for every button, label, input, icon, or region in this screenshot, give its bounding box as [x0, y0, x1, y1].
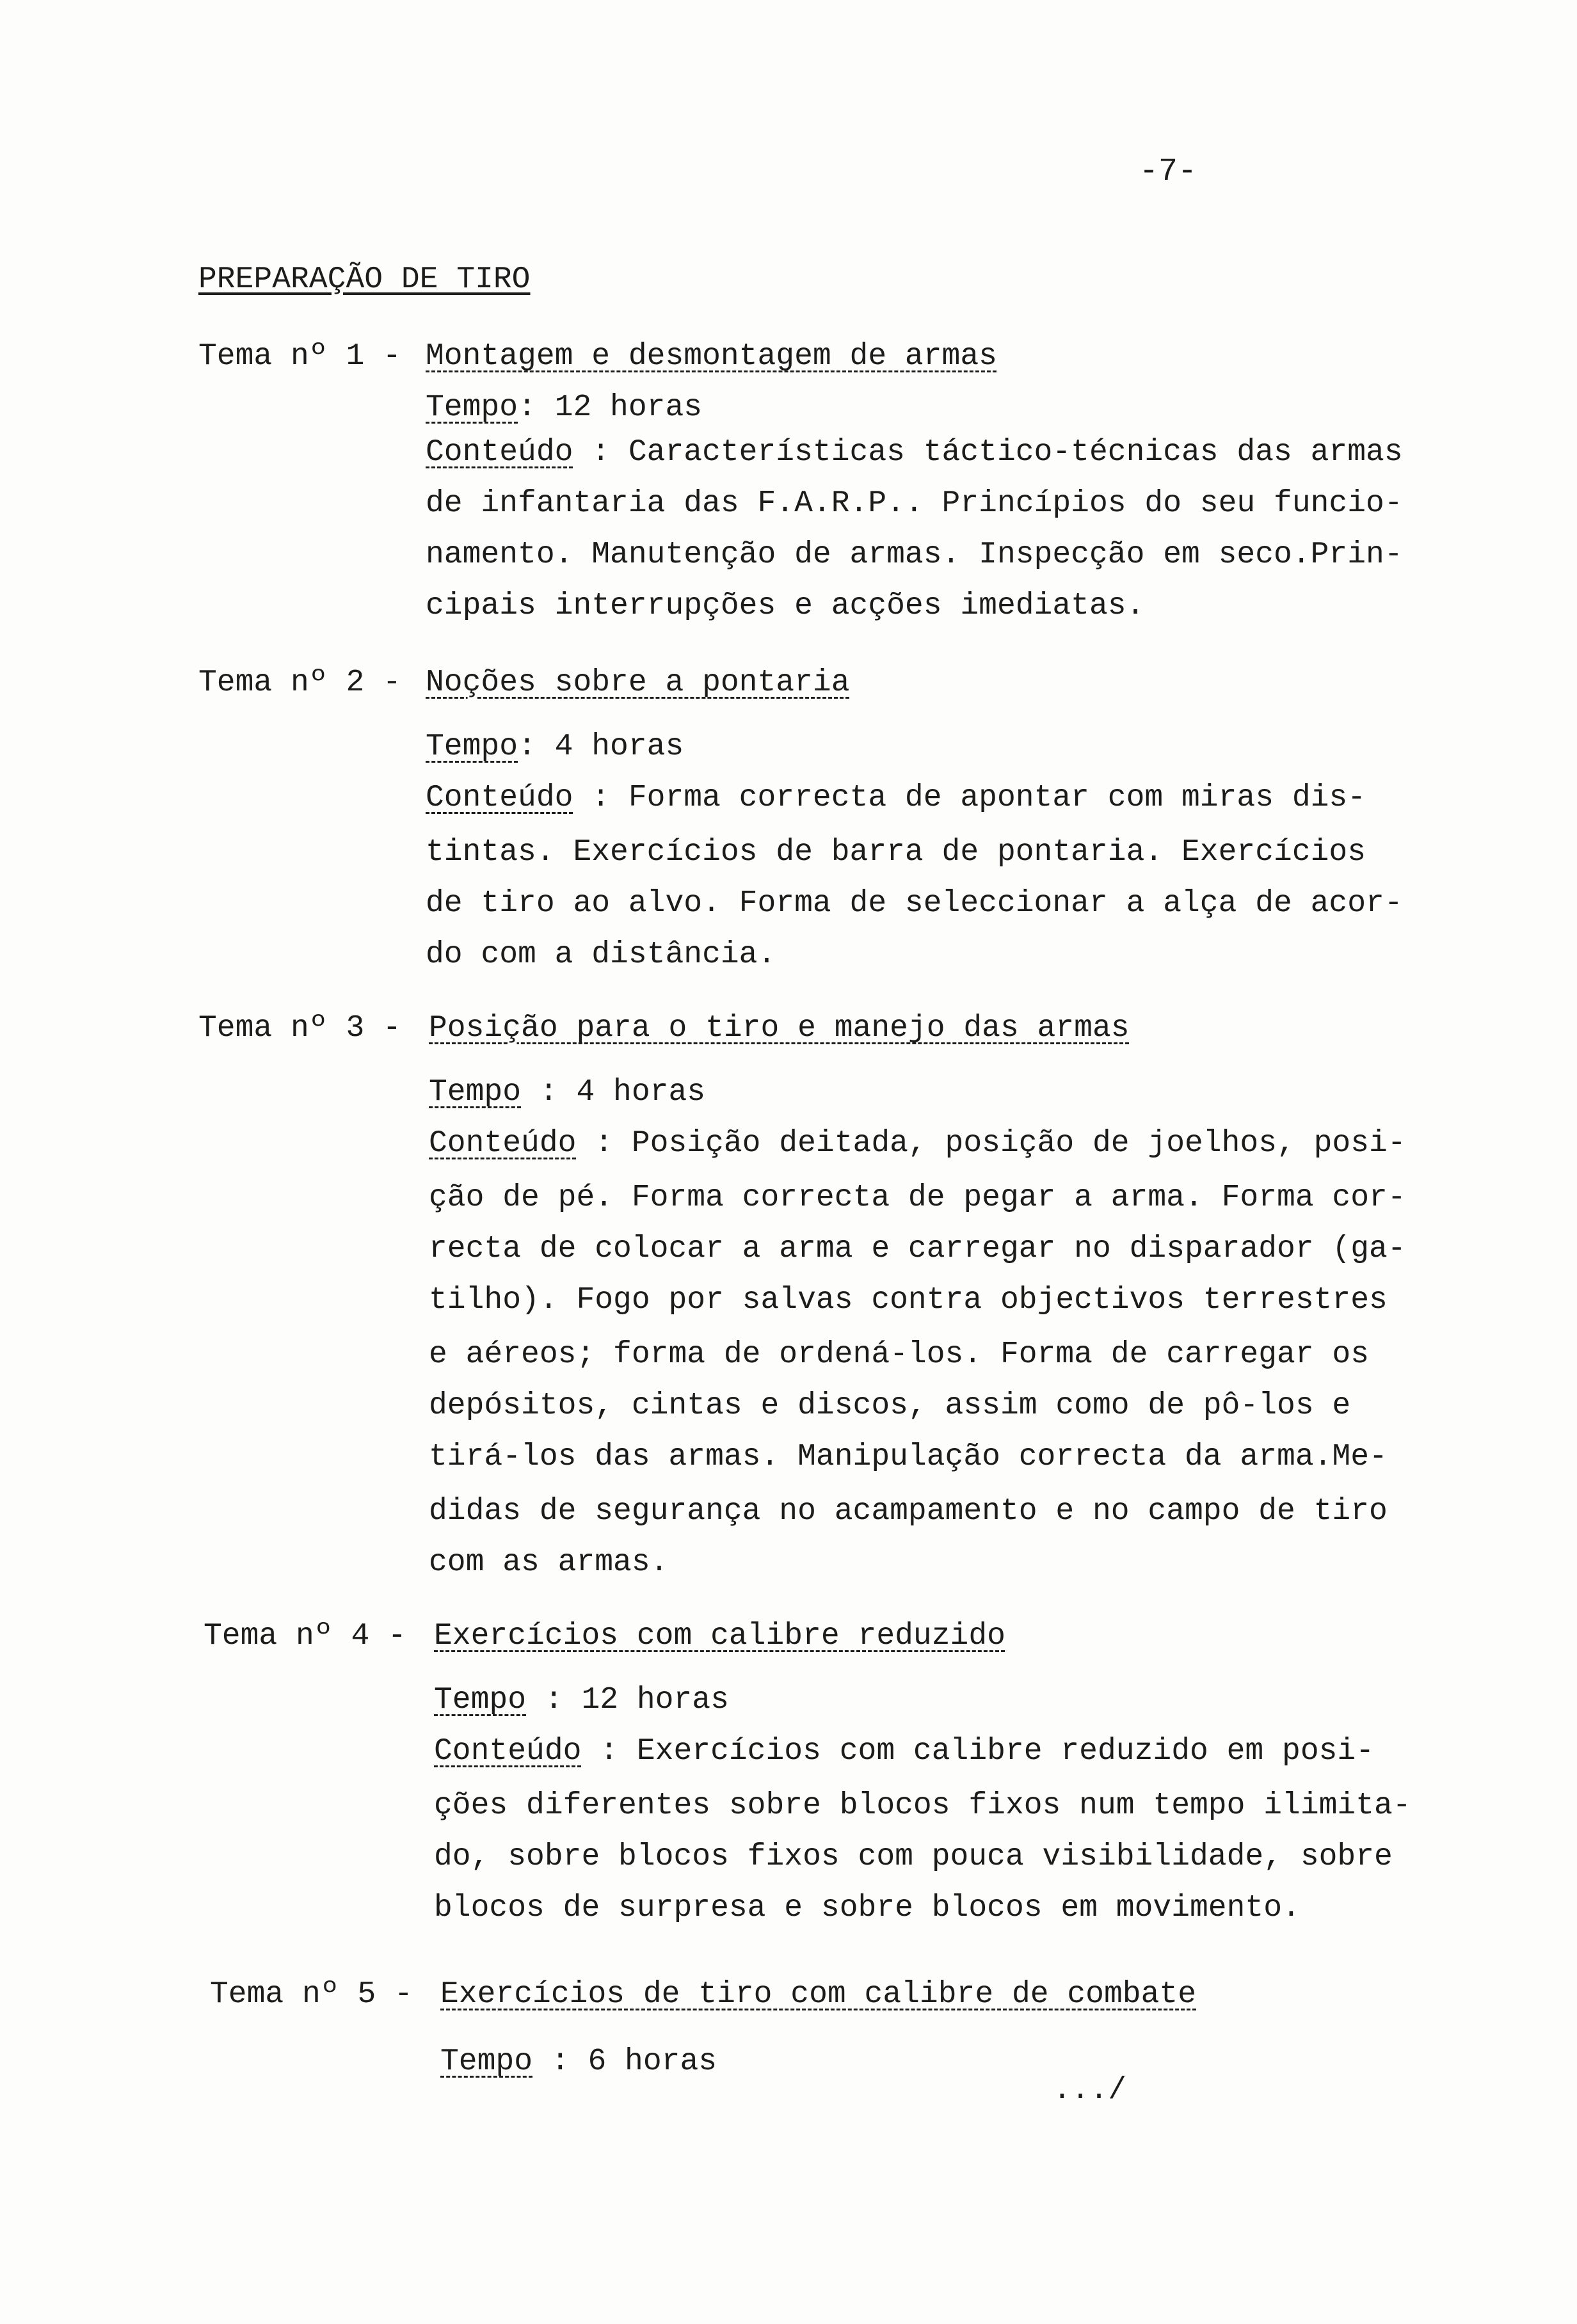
tempo-value: : 4 horas	[521, 1075, 706, 1110]
tema-2-conteudo-line	[426, 781, 1366, 815]
tema-3-conteudo-line	[429, 1126, 1406, 1161]
conteudo-label: Conteúdo	[434, 1734, 582, 1769]
tema-1-title: Montagem e desmontagem de armas	[426, 339, 997, 374]
tempo-label: Tempo	[440, 2044, 533, 2079]
tema-1-line: namento. Manutenção de armas. Inspecção em seco.Prin-	[426, 537, 1403, 572]
tempo-value: : 4 horas	[518, 729, 684, 764]
tema-5-label: Tema nº 5 -	[210, 1977, 413, 2012]
conteudo-text: : Características táctico-técnicas das armas	[573, 435, 1403, 470]
conteudo-label: Conteúdo	[429, 1126, 577, 1161]
conteudo-text: : Posição deitada, posição de joelhos, posi-	[576, 1126, 1406, 1161]
tema-3-line: depósitos, cintas e discos, assim como de pô-los e	[429, 1389, 1351, 1423]
tema-2-tempo	[426, 729, 684, 764]
tema-5-title: Exercícios de tiro com calibre de combate	[440, 1977, 1196, 2012]
tempo-label: Tempo	[434, 1683, 527, 1717]
continuation-mark: .../	[1053, 2073, 1127, 2108]
tempo-label: Tempo	[426, 729, 518, 764]
tema-2-line: de tiro ao alvo. Forma de seleccionar a alça de acor-	[426, 886, 1403, 921]
tempo-label: Tempo	[426, 390, 518, 425]
tempo-value: : 6 horas	[532, 2044, 717, 2079]
tema-4-title: Exercícios com calibre reduzido	[434, 1619, 1005, 1653]
tema-4-line: ções diferentes sobre blocos fixos num tempo ilimita-	[434, 1788, 1411, 1823]
tema-1-tempo	[426, 390, 702, 425]
tema-3-tempo	[429, 1075, 705, 1110]
tema-4-line: do, sobre blocos fixos com pouca visibilidade, sobre	[434, 1840, 1393, 1874]
tema-2-line: do com a distância.	[426, 937, 776, 972]
tema-3-line: tirá-los das armas. Manipulação correcta da arma.Me-	[429, 1440, 1388, 1474]
tema-5-tempo	[440, 2044, 717, 2079]
tema-4-line: blocos de surpresa e sobre blocos em movimento.	[434, 1891, 1301, 1925]
tema-3-label: Tema nº 3 -	[198, 1011, 401, 1046]
tema-2-label: Tema nº 2 -	[198, 665, 401, 700]
section-title: PREPARAÇÃO DE TIRO	[198, 262, 531, 297]
tema-3-line: recta de colocar a arma e carregar no disparador (ga-	[429, 1232, 1406, 1266]
tema-4-label: Tema nº 4 -	[204, 1619, 406, 1653]
conteudo-label: Conteúdo	[426, 435, 573, 470]
tema-2-line: tintas. Exercícios de barra de pontaria. Exercícios	[426, 835, 1366, 870]
tema-2-title: Noções sobre a pontaria	[426, 665, 850, 700]
tema-3-line: didas de segurança no acampamento e no campo de tiro	[429, 1494, 1388, 1529]
tema-3-line: tilho). Fogo por salvas contra objectivos terrestres	[429, 1283, 1388, 1317]
conteudo-text: : Exercícios com calibre reduzido em posi-	[581, 1734, 1375, 1769]
tema-4-conteudo-line	[434, 1734, 1374, 1769]
conteudo-text: : Forma correcta de apontar com miras dis-	[573, 781, 1366, 815]
tema-4-tempo	[434, 1683, 729, 1717]
page-number: -7-	[1139, 154, 1197, 190]
conteudo-label: Conteúdo	[426, 781, 573, 815]
tema-3-title: Posição para o tiro e manejo das armas	[429, 1011, 1130, 1046]
tempo-value: : 12 horas	[526, 1683, 729, 1717]
tema-1-conteudo-line	[426, 435, 1403, 470]
tempo-value: : 12 horas	[518, 390, 703, 425]
tema-3-line: com as armas.	[429, 1545, 669, 1580]
tema-3-line: ção de pé. Forma correcta de pegar a arma. Forma cor-	[429, 1181, 1406, 1215]
tema-1-line: de infantaria das F.A.R.P.. Princípios do seu funcio-	[426, 486, 1403, 521]
tema-1-line: cipais interrupções e acções imediatas.	[426, 589, 1145, 623]
tema-3-line: e aéreos; forma de ordená-los. Forma de carregar os	[429, 1337, 1370, 1372]
tempo-label: Tempo	[429, 1075, 522, 1110]
tema-1-label: Tema nº 1 -	[198, 339, 401, 374]
